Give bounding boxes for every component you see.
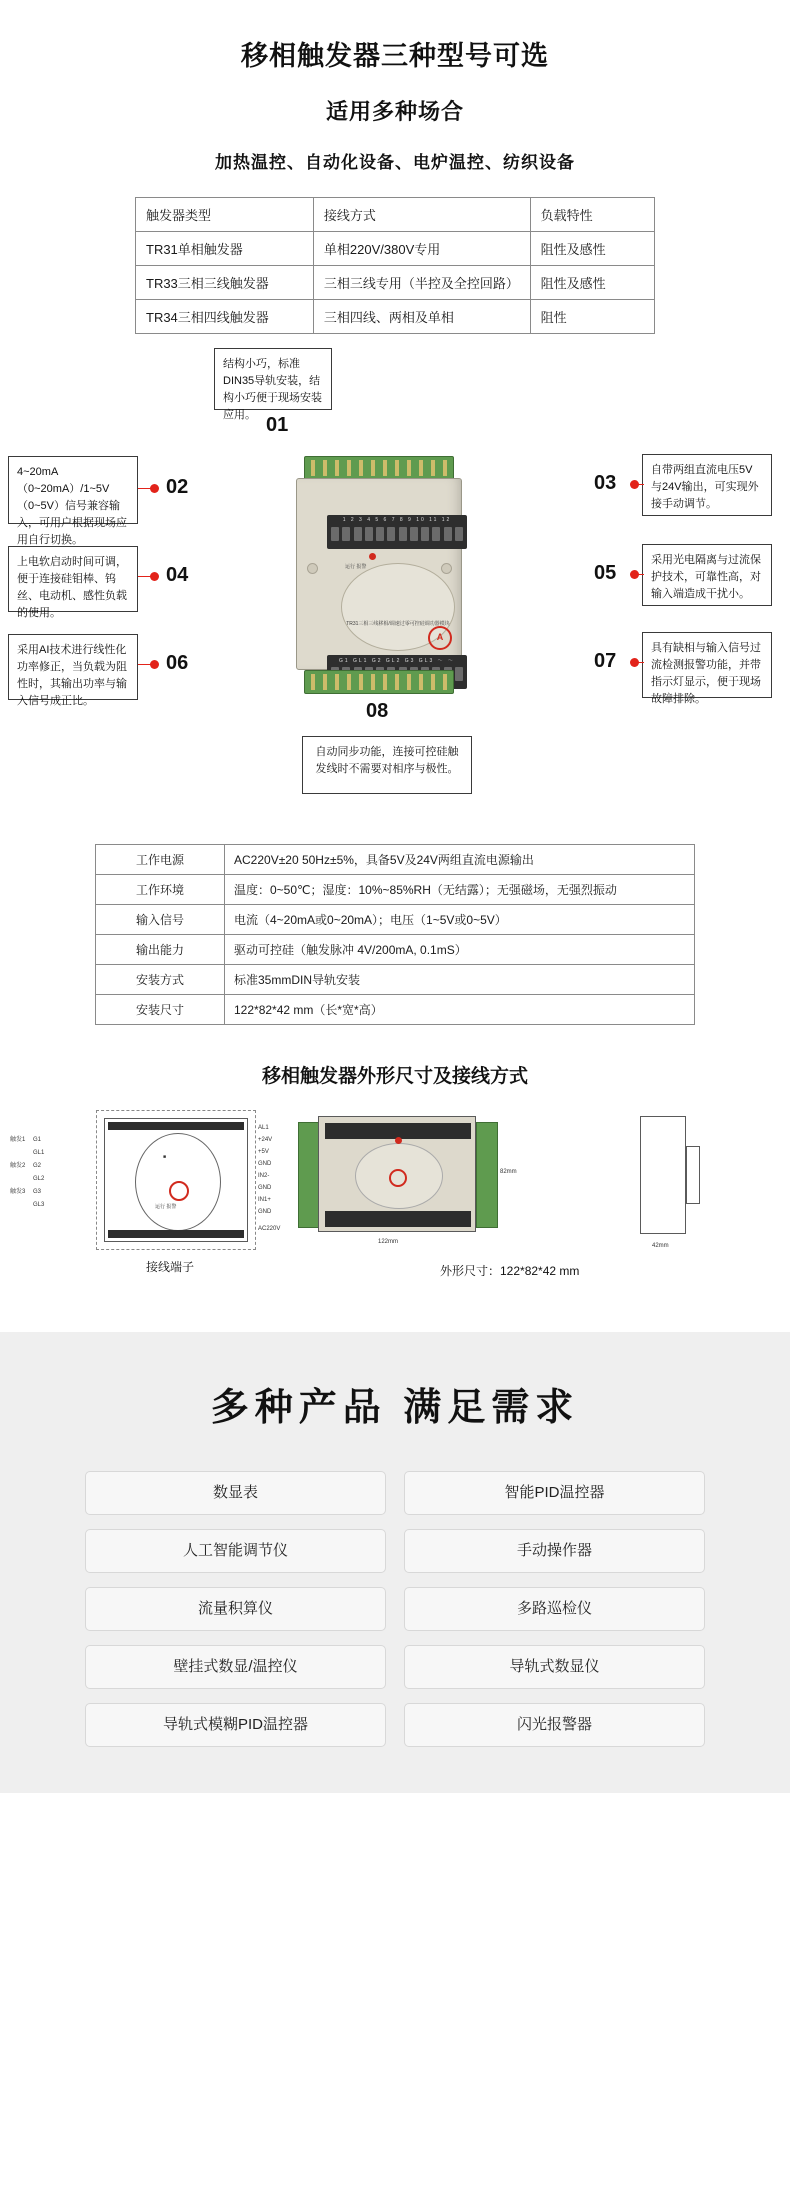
trigger-label-2: 触发2: [10, 1163, 26, 1169]
product-item[interactable]: 多路巡检仪: [404, 1587, 705, 1631]
product-item[interactable]: 闪光报警器: [404, 1703, 705, 1747]
right-terminal-labels: [258, 1124, 280, 1234]
spec-value: 电流（4~20mA或0~20mA）；电压（1~5V或0~5V）: [225, 905, 695, 935]
feature-lead-06: [138, 664, 152, 665]
feature-number-06: 06: [166, 652, 189, 674]
left-caption: 接线端子: [146, 1260, 195, 1274]
spec-key: 工作电源: [96, 845, 225, 875]
photo-left-connector: [298, 1122, 320, 1228]
product-item[interactable]: 数显表: [85, 1471, 386, 1515]
feature-callout-06: [8, 634, 138, 707]
spec-key: 安装方式: [96, 965, 225, 995]
dimension-width-label: 122mm: [378, 1239, 399, 1245]
table-row: [96, 845, 695, 875]
spec-key: 安装尺寸: [96, 995, 225, 1025]
product-item[interactable]: 壁挂式数显/温控仪: [85, 1645, 386, 1689]
side-view-rail: [686, 1146, 700, 1204]
terminal-gl1: GL1: [33, 1150, 45, 1156]
device-top-connector: [304, 456, 454, 480]
spec-key: 工作环境: [96, 875, 225, 905]
feature-number-08: 08: [366, 700, 389, 722]
terminal-g2: G2: [33, 1163, 42, 1169]
terminal-gnd-2: GND: [258, 1185, 272, 1191]
products-grid: [85, 1471, 705, 1747]
cell-type: TR31单相触发器: [136, 232, 314, 266]
indicator-label: 运行 报警: [345, 564, 367, 570]
cell-type: TR34三相四线触发器: [136, 300, 314, 334]
terminal-drawing-body: ■ 运行 报警: [104, 1118, 248, 1242]
photo-device-body: [318, 1116, 476, 1232]
feature-text-05: 采用光电隔离与过流保护技术，可靠性高，对输入端造成干扰小。: [651, 554, 761, 600]
feature-callout-02: [8, 456, 138, 546]
product-item[interactable]: 智能PID温控器: [404, 1471, 705, 1515]
cell-wiring: 单相220V/380V专用: [313, 232, 530, 266]
feature-number-07: 07: [594, 650, 617, 672]
terminal-gl3: GL3: [33, 1202, 45, 1208]
page-header: [0, 0, 790, 197]
feature-number-04: 04: [166, 564, 189, 586]
screw-right: [441, 563, 452, 574]
left-terminal-labels: [10, 1136, 44, 1210]
cell-wiring: 三相三线专用（半控及全控回路）: [313, 266, 530, 300]
terminal-block-top: 1 2 3 4 5 6 7 8 9 10 11 12: [327, 515, 467, 549]
spec-value: 122*82*42 mm（长*宽*高）: [225, 995, 695, 1025]
terminal-ac220v: AC220V: [258, 1226, 281, 1232]
spec-key: 输出能力: [96, 935, 225, 965]
feature-number-05: 05: [594, 562, 617, 584]
product-item[interactable]: 导轨式模糊PID温控器: [85, 1703, 386, 1747]
model-table: [135, 197, 655, 334]
spec-value: AC220V±20 50Hz±5%，具备5V及24V两组直流电源输出: [225, 845, 695, 875]
feature-callout-07: [642, 632, 772, 705]
feature-callout-01: [214, 348, 332, 421]
spec-key: 输入信号: [96, 905, 225, 935]
table-row: [96, 935, 695, 965]
dimension-depth-label: 42mm: [652, 1243, 669, 1249]
products-section: [0, 1332, 790, 1793]
table-row: [96, 905, 695, 935]
table-row: [96, 965, 695, 995]
feature-number-01: 01: [266, 414, 289, 436]
terminal-g1: G1: [33, 1137, 42, 1143]
page-title: 移相触发器三种型号可选: [241, 41, 549, 71]
cell-load: 阻性及感性: [530, 232, 654, 266]
col-header-wiring: 接线方式: [313, 198, 530, 232]
terminal-gnd-1: GND: [258, 1161, 272, 1167]
dimension-height-label: 82mm: [500, 1169, 517, 1175]
product-item[interactable]: 流量积算仪: [85, 1587, 386, 1631]
spec-value: 标准35mmDIN导轨安装: [225, 965, 695, 995]
feature-text-01: 结构小巧，标准DIN35导轨安装，结构小巧便于现场安装应用。: [223, 358, 322, 421]
feature-callout-04: [8, 546, 138, 619]
products-title: 多种产品 满足需求: [210, 1387, 580, 1429]
device-body: [296, 478, 462, 670]
product-item[interactable]: 人工智能调节仪: [85, 1529, 386, 1573]
feature-text-04: 上电软启动时间可调，便于连接硅钼棒、钨丝、电动机、感性负载的使用。: [17, 556, 127, 619]
screw-left: [307, 563, 318, 574]
brand-logo-icon: A: [428, 626, 452, 650]
terminal-drawing-top-bar: [108, 1122, 244, 1130]
feature-number-02: 02: [166, 476, 189, 498]
table-row: [136, 266, 655, 300]
feature-callout-03: [642, 454, 772, 516]
feature-text-02: 4~20mA（0~20mA）/1~5V（0~5V）信号兼容输入，可用户根据现场应用自行切换。: [17, 466, 127, 546]
terminal-drawing-bottom-bar: [108, 1230, 244, 1238]
terminal-24v: +24V: [258, 1137, 273, 1143]
device-bottom-connector: [304, 670, 454, 694]
terminal-g3: G3: [33, 1189, 42, 1195]
table-row: [96, 995, 695, 1025]
table-row: [96, 875, 695, 905]
faceplate-model-text: TR31三相三线移相/调速过零可控硅调功器模块: [346, 621, 450, 627]
photo-right-connector: [476, 1122, 498, 1228]
terminal-in1: IN1+: [258, 1197, 271, 1203]
feature-text-03: 自带两组直流电压5V与24V输出，可实现外接手动调节。: [651, 464, 759, 510]
product-item[interactable]: 导轨式数显仪: [404, 1645, 705, 1689]
application-scenes: 加热温控、自动化设备、电炉温控、纺织设备: [215, 153, 575, 172]
col-header-type: 触发器类型: [136, 198, 314, 232]
spec-value: 驱动可控硅（触发脉冲 4V/200mA, 0.1mS）: [225, 935, 695, 965]
feature-callout-05: [642, 544, 772, 606]
table-header-row: [136, 198, 655, 232]
product-item[interactable]: 手动操作器: [404, 1529, 705, 1573]
terminal-gnd-3: GND: [258, 1209, 272, 1215]
status-led: [369, 553, 376, 560]
terminal-5v: +5V: [258, 1149, 269, 1155]
cell-type: TR33三相三线触发器: [136, 266, 314, 300]
side-view-outline: [640, 1116, 686, 1234]
table-row: [136, 300, 655, 334]
device-illustration: [278, 448, 478, 698]
feature-text-07: 具有缺相与输入信号过流检测报警功能，并带指示灯显示，便于现场故障排除。: [651, 642, 761, 705]
dimension-diagram: [0, 1106, 790, 1306]
device-faceplate: [341, 563, 455, 651]
feature-callout-08: [302, 736, 472, 794]
feature-text-06: 采用AI技术进行线性化功率修正，当负载为阻性时，其输出功率与输入信号成正比。: [17, 644, 127, 707]
feature-lead-02: [138, 488, 152, 489]
feature-lead-07: [632, 662, 644, 663]
feature-lead-05: [632, 574, 644, 575]
table-row: [136, 232, 655, 266]
right-caption: 外形尺寸：122*82*42 mm: [440, 1264, 580, 1278]
terminal-al1: AL1: [258, 1125, 269, 1131]
col-header-load: 负载特性: [530, 198, 654, 232]
terminal-block-bottom: G1 GL1 G2 GL2 G3 GL3 ～ ～: [327, 655, 467, 689]
cell-wiring: 三相四线、两相及单相: [313, 300, 530, 334]
dimension-title: 移相触发器外形尺寸及接线方式: [261, 1066, 528, 1087]
feature-diagram: [0, 348, 790, 828]
spec-table: [95, 844, 695, 1025]
feature-lead-03: [632, 484, 644, 485]
cell-load: 阻性及感性: [530, 266, 654, 300]
cell-load: 阻性: [530, 300, 654, 334]
feature-text-08: 自动同步功能，连接可控硅触发线时不需要对相序与极性。: [315, 746, 459, 775]
terminal-gl2: GL2: [33, 1176, 45, 1182]
trigger-label-3: 触发3: [10, 1189, 26, 1195]
feature-number-03: 03: [594, 472, 617, 494]
feature-lead-04: [138, 576, 152, 577]
spec-value: 温度：0~50℃；湿度：10%~85%RH（无结露）；无强磁场，无强烈振动: [225, 875, 695, 905]
terminal-in2: IN2-: [258, 1173, 270, 1179]
page-subtitle: 适用多种场合: [325, 99, 464, 124]
trigger-label-1: 触发1: [10, 1137, 26, 1143]
